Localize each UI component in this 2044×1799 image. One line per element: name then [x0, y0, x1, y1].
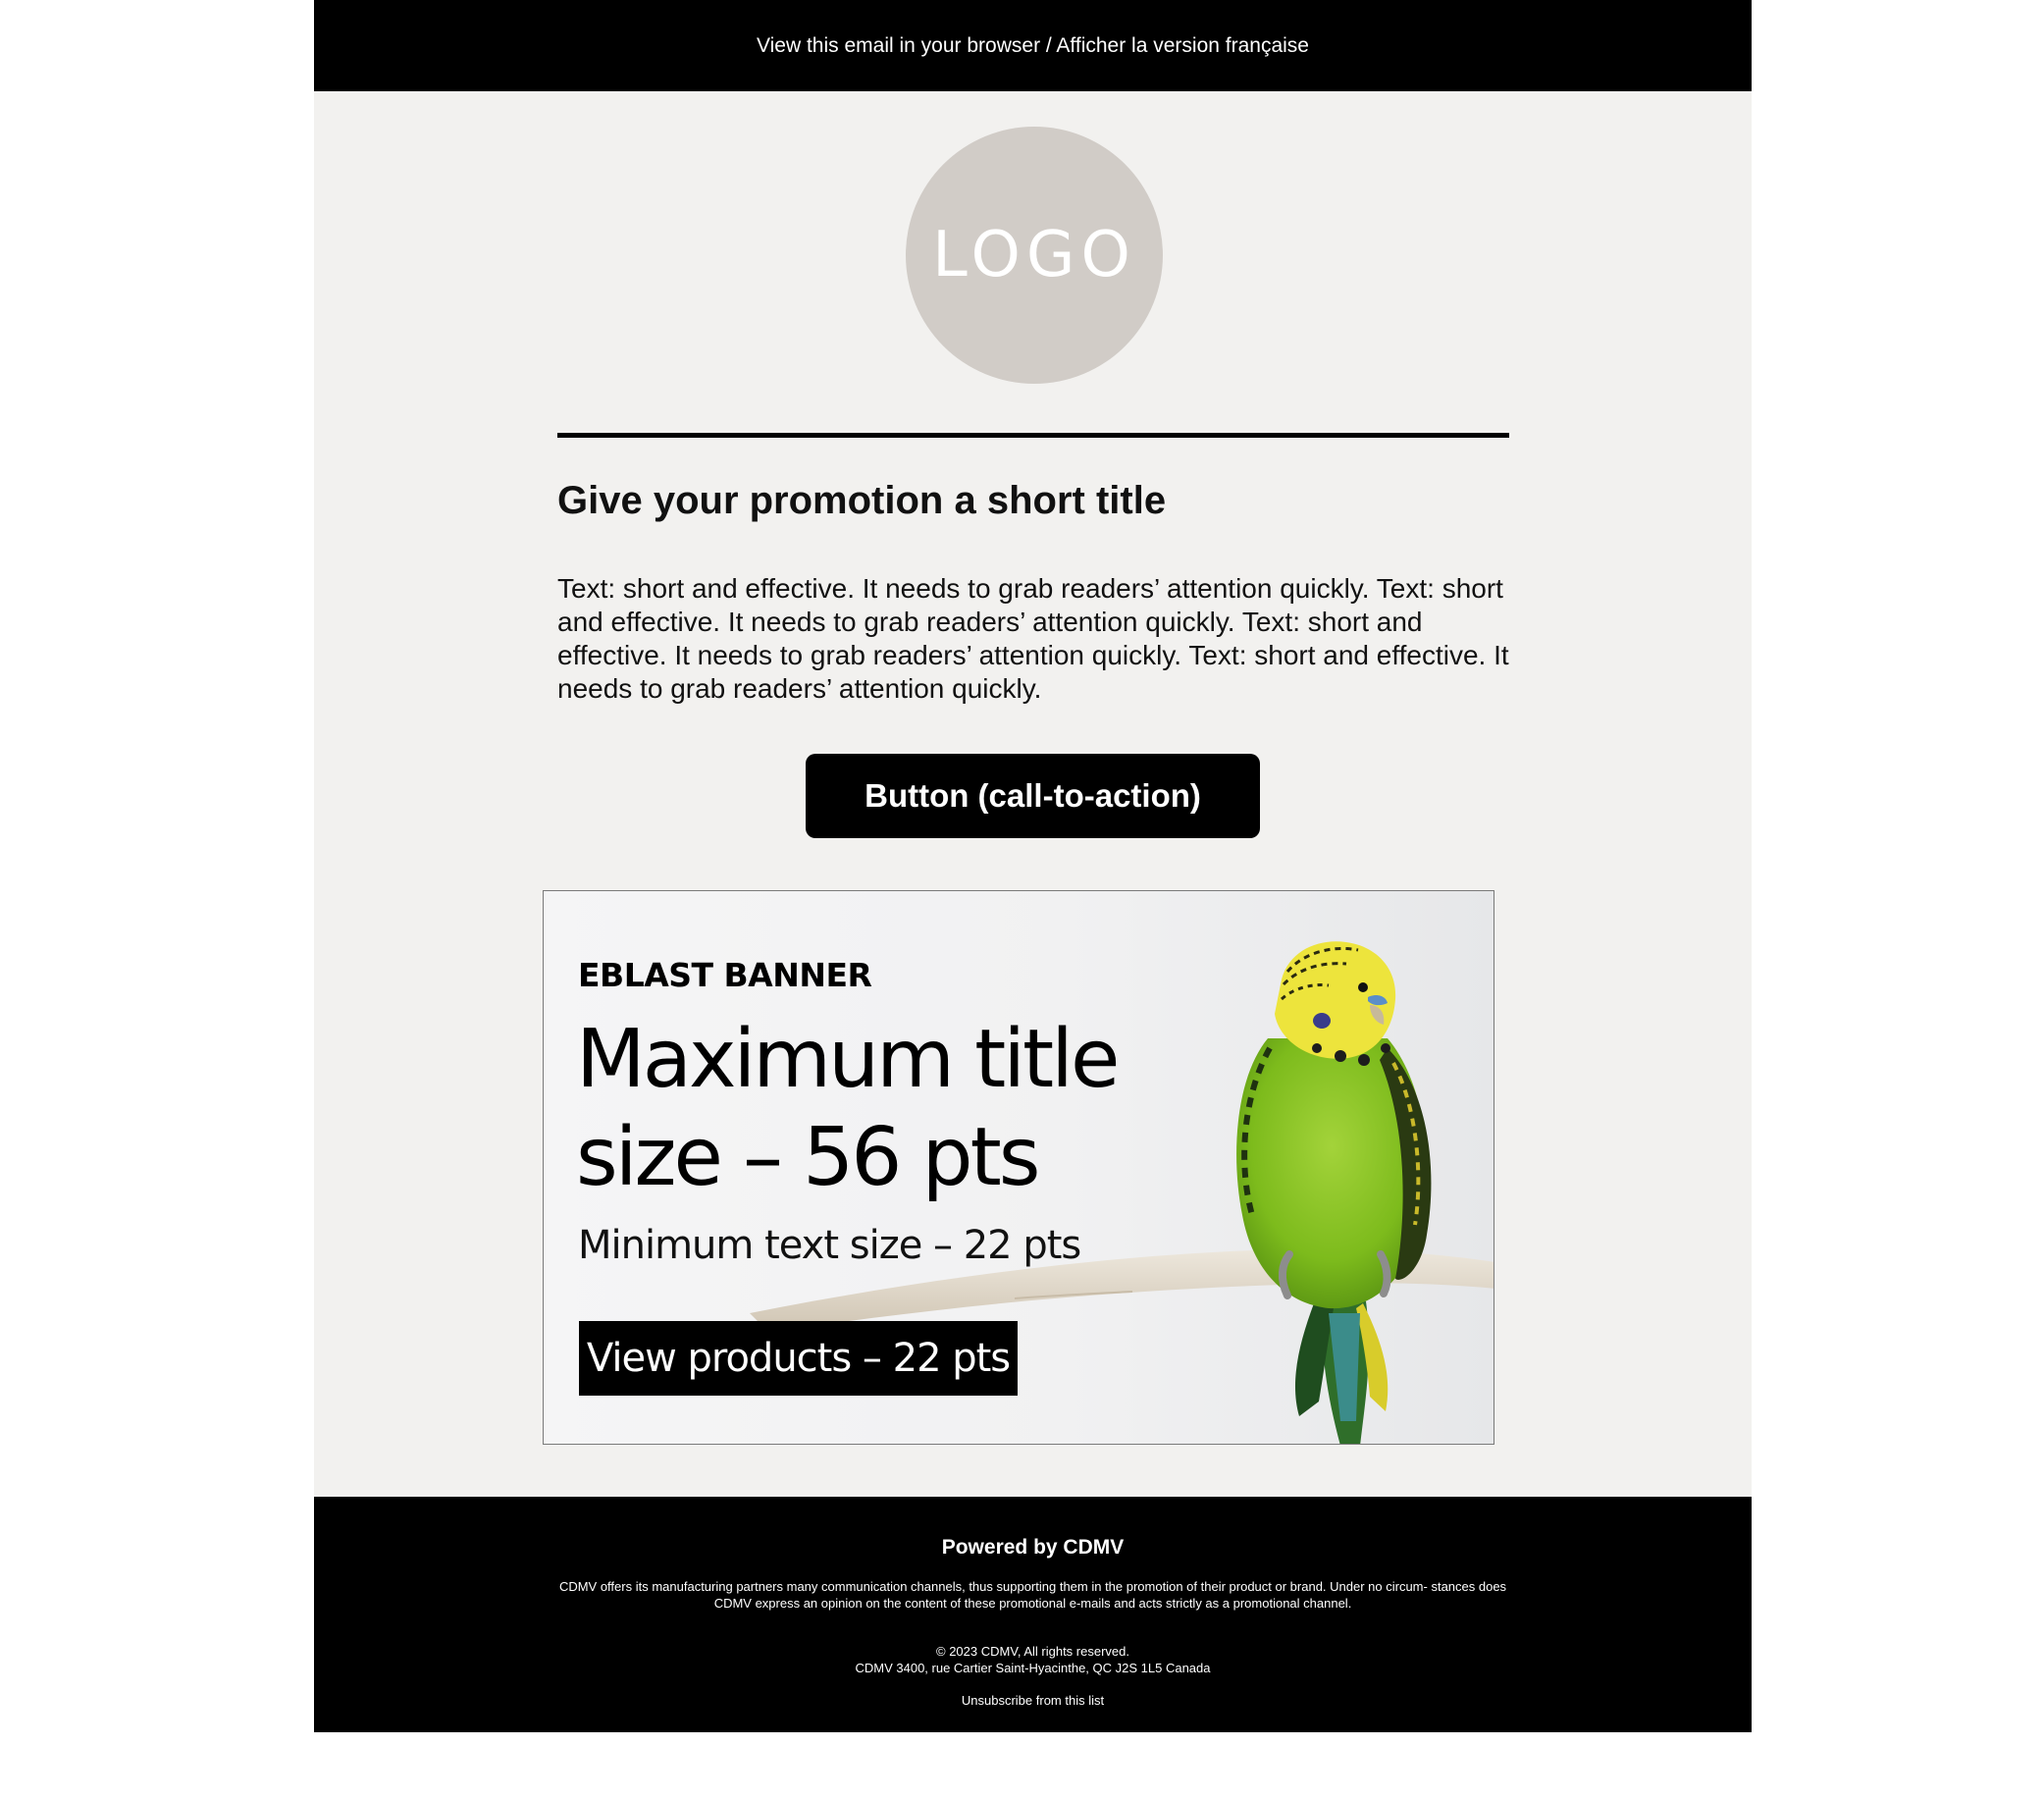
powered-by: Powered by CDMV	[941, 1536, 1125, 1559]
cta-button-label: Button (call-to-action)	[865, 777, 1201, 814]
unsubscribe-row	[314, 1693, 1752, 1708]
view-products-label: View products – 22 pts	[586, 1336, 1011, 1381]
logo	[906, 127, 1163, 384]
unsubscribe-link[interactable]: Unsubscribe from this list	[961, 1693, 1105, 1708]
promo-title: Give your promotion a short title	[557, 479, 1167, 522]
company-address: CDMV 3400, rue Cartier Saint-Hyacinthe, QC J2S 1L5 Canada	[855, 1661, 1211, 1675]
email-container	[314, 0, 1752, 1732]
banner-subtitle: Minimum text size – 22 pts	[578, 1223, 1081, 1268]
view-in-browser-link[interactable]: View this email in your browser / Afficher la version française	[757, 33, 1309, 57]
copyright-text: © 2023 CDMV, All rights reserved.	[936, 1644, 1129, 1659]
eblast-banner[interactable]	[543, 890, 1494, 1445]
banner-eyebrow: EBLAST BANNER	[578, 956, 872, 994]
logo-text: LOGO	[932, 219, 1136, 291]
footer-disclaimer: CDMV offers its manufacturing partners many communication channels, thus supporting them in the promotion of their product or brand. Under no circum- stances does CDMV express an opinion on the content of these promotional e-mails and acts strictly as a promotional channel.	[558, 1579, 1507, 1611]
email-body	[314, 91, 1752, 1497]
footer-copyright-block	[314, 1643, 1752, 1676]
banner-title: Maximum title size – 56 pts	[576, 1013, 1118, 1204]
divider	[557, 433, 1509, 438]
cta-button[interactable]	[806, 754, 1260, 838]
preheader-bar	[314, 0, 1752, 91]
footer	[314, 1497, 1752, 1732]
promo-body-text: Text: short and effective. It needs to grab readers’ attention quickly. Text: short and effective. It needs to grab readers’ attention quickly. Text: short and effective. It needs to grab readers’ attention quickly. Text: short and effective. It needs to grab readers’ attention quickly.	[557, 573, 1509, 704]
view-products-button[interactable]	[579, 1321, 1018, 1396]
